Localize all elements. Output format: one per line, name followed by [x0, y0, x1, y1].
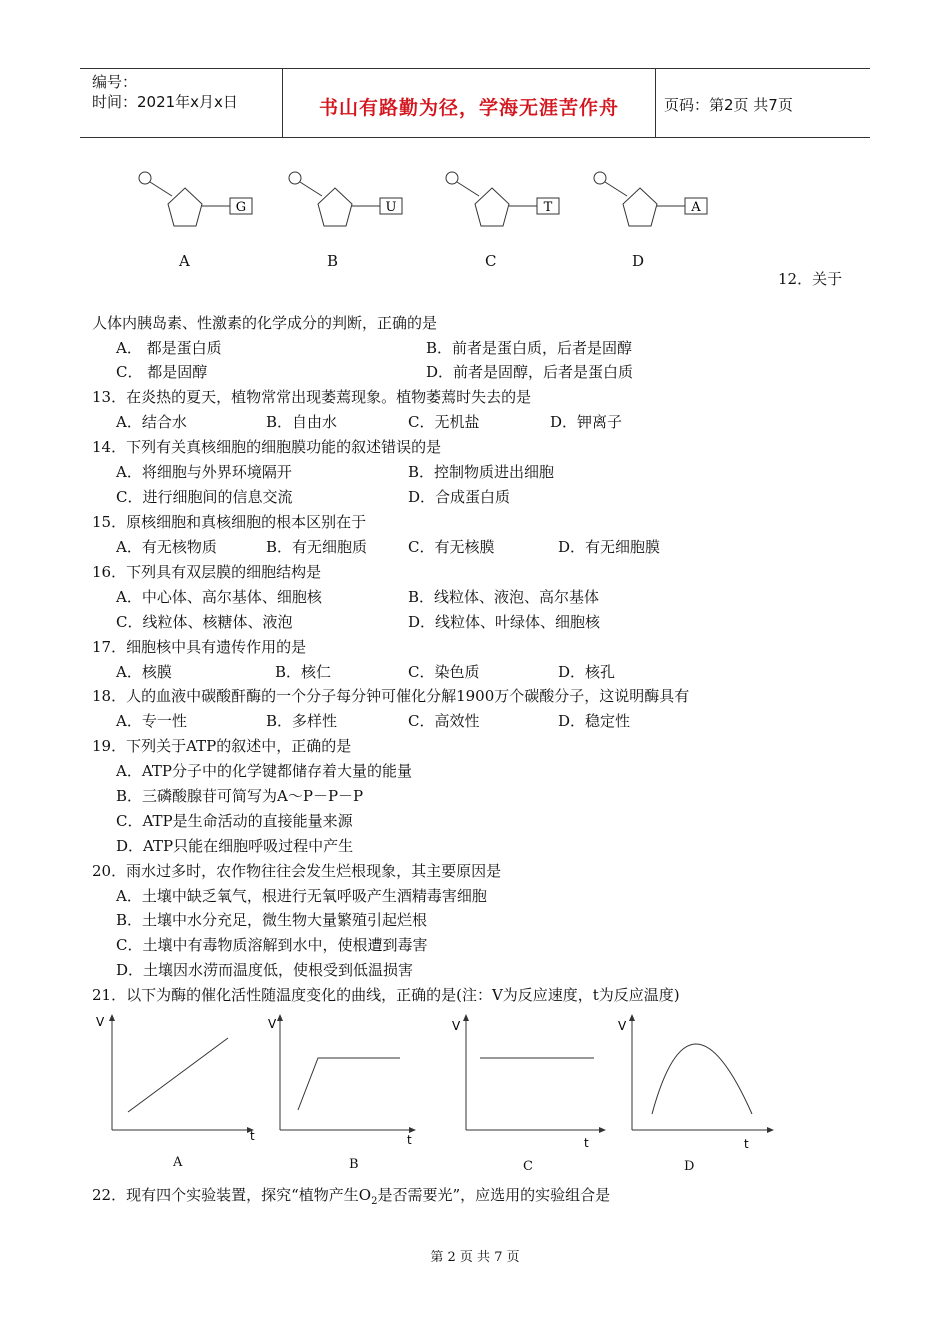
header-meta	[80, 69, 280, 137]
x-axis-label: t	[250, 1129, 255, 1143]
graph-c	[450, 1012, 620, 1150]
q20-option-a: A．土壤中缺乏氧气，根进行无氧呼吸产生酒精毒害细胞	[116, 887, 487, 905]
q12-option-b: B．前者是蛋白质，后者是固醇	[426, 339, 633, 357]
q19-option-c: C．ATP是生命活动的直接能量来源	[116, 812, 353, 830]
q13-option-a: A．结合水	[116, 413, 187, 431]
page-header	[80, 68, 870, 138]
q15-stem: 15．原核细胞和真核细胞的根本区别在于	[92, 513, 367, 531]
q18-stem: 18．人的血液中碳酸酐酶的一个分子每分钟可催化分解1900万个碳酸分子，这说明酶具有	[92, 687, 690, 705]
q22-text-start: 22．现有四个实验装置，探究“植物产生O	[92, 1186, 372, 1204]
nucleotide-figure-c	[437, 160, 567, 234]
graph-label-c: C	[523, 1159, 533, 1174]
graph-label-d: D	[684, 1159, 695, 1174]
q12-option-c: C． 都是固醇	[116, 363, 208, 381]
q13-stem: 13．在炎热的夏天，植物常常出现萎蔫现象。植物萎蔫时失去的是	[92, 388, 532, 406]
nucleotide-figure-b	[280, 160, 410, 234]
page-footer: 第 2 页 共 7 页	[430, 1250, 520, 1265]
q20-option-b: B．土壤中水分充足，微生物大量繁殖引起烂根	[116, 911, 428, 929]
q17-option-c: C．染色质	[408, 663, 480, 681]
q15-option-d: D．有无细胞膜	[558, 538, 661, 556]
graph-label-a: A	[173, 1155, 183, 1170]
q14-option-d: D．合成蛋白质	[408, 488, 511, 506]
header-center	[282, 69, 656, 137]
q22-stem	[92, 1184, 610, 1207]
q17-option-a: A．核膜	[116, 663, 172, 681]
q16-option-c: C．线粒体、核糖体、液泡	[116, 613, 293, 631]
nucleotide-figure-a	[130, 160, 260, 234]
graph-a	[90, 1012, 270, 1146]
figure-label-b: B	[327, 252, 339, 270]
code-label: 编号：	[92, 73, 138, 91]
q18-option-c: C．高效性	[408, 712, 480, 730]
q14-option-b: B．控制物质进出细胞	[408, 463, 555, 481]
q15-option-c: C．有无核膜	[408, 538, 495, 556]
q16-stem: 16．下列具有双层膜的细胞结构是	[92, 563, 322, 581]
q14-option-a: A．将细胞与外界环境隔开	[116, 463, 292, 481]
figure-label-c: C	[485, 252, 497, 270]
base-letter: T	[543, 200, 553, 215]
y-axis-label: V	[452, 1019, 461, 1033]
q13-option-d: D．钾离子	[550, 413, 623, 431]
q22-subscript: 2	[371, 1196, 378, 1207]
q21-stem: 21．以下为酶的催化活性随温度变化的曲线，正确的是(注：V为反应速度，t为反应温度)	[92, 986, 680, 1004]
q16-option-a: A．中心体、高尔基体、细胞核	[116, 588, 322, 606]
q12-number: 12．关于	[778, 270, 843, 288]
q13-option-c: C．无机盐	[408, 413, 480, 431]
q19-option-b: B．三磷酸腺苷可简写为A～P－P－P	[116, 787, 364, 805]
q17-option-b: B．核仁	[275, 663, 332, 681]
base-letter: U	[385, 200, 397, 215]
figure-label-d: D	[632, 252, 645, 270]
q15-option-b: B．有无细胞质	[266, 538, 368, 556]
figure-label-a: A	[179, 252, 190, 270]
graph-d	[614, 1012, 784, 1151]
q20-option-c: C．土壤中有毒物质溶解到水中，使根遭到毒害	[116, 936, 428, 954]
q14-stem: 14．下列有关真核细胞的细胞膜功能的叙述错误的是	[92, 438, 442, 456]
q18-option-a: A．专一性	[116, 712, 187, 730]
q12-stem: 人体内胰岛素、性激素的化学成分的判断，正确的是	[92, 314, 438, 332]
y-axis-label: V	[618, 1019, 627, 1033]
q12-option-d: D．前者是固醇，后者是蛋白质	[426, 363, 634, 381]
base-letter: A	[691, 200, 701, 215]
x-axis-label: t	[407, 1133, 412, 1147]
page-indicator: 页码：第2页 共7页	[664, 96, 793, 114]
q22-text-end: 是否需要光”，应选用的实验组合是	[377, 1186, 611, 1204]
x-axis-label: t	[744, 1137, 749, 1151]
q16-option-d: D．线粒体、叶绿体、细胞核	[408, 613, 601, 631]
q18-option-d: D．稳定性	[558, 712, 631, 730]
q20-option-d: D．土壤因水涝而温度低，使根受到低温损害	[116, 961, 414, 979]
q19-option-d: D．ATP只能在细胞呼吸过程中产生	[116, 837, 354, 855]
y-axis-label: V	[268, 1017, 277, 1031]
q19-option-a: A．ATP分子中的化学键都储存着大量的能量	[116, 762, 412, 780]
graph-b	[262, 1012, 442, 1146]
q18-option-b: B．多样性	[266, 712, 338, 730]
date-label: 时间：2021年x月x日	[92, 93, 238, 111]
q13-option-b: B．自由水	[266, 413, 338, 431]
q15-option-a: A．有无核物质	[116, 538, 217, 556]
y-axis-label: V	[96, 1015, 105, 1029]
x-axis-label: t	[584, 1136, 589, 1150]
q12-option-a: A． 都是蛋白质	[116, 339, 222, 357]
motto: 书山有路勤为径，学海无涯苦作舟	[318, 97, 619, 119]
graph-label-b: B	[349, 1157, 359, 1172]
q20-stem: 20．雨水过多时，农作物往往会发生烂根现象，其主要原因是	[92, 862, 502, 880]
q19-stem: 19．下列关于ATP的叙述中，正确的是	[92, 737, 352, 755]
q16-option-b: B．线粒体、液泡、高尔基体	[408, 588, 600, 606]
q17-stem: 17．细胞核中具有遗传作用的是	[92, 638, 307, 656]
q17-option-d: D．核孔	[558, 663, 616, 681]
nucleotide-figure-d	[585, 160, 715, 234]
base-letter: G	[235, 200, 247, 215]
q14-option-c: C．进行细胞间的信息交流	[116, 488, 293, 506]
